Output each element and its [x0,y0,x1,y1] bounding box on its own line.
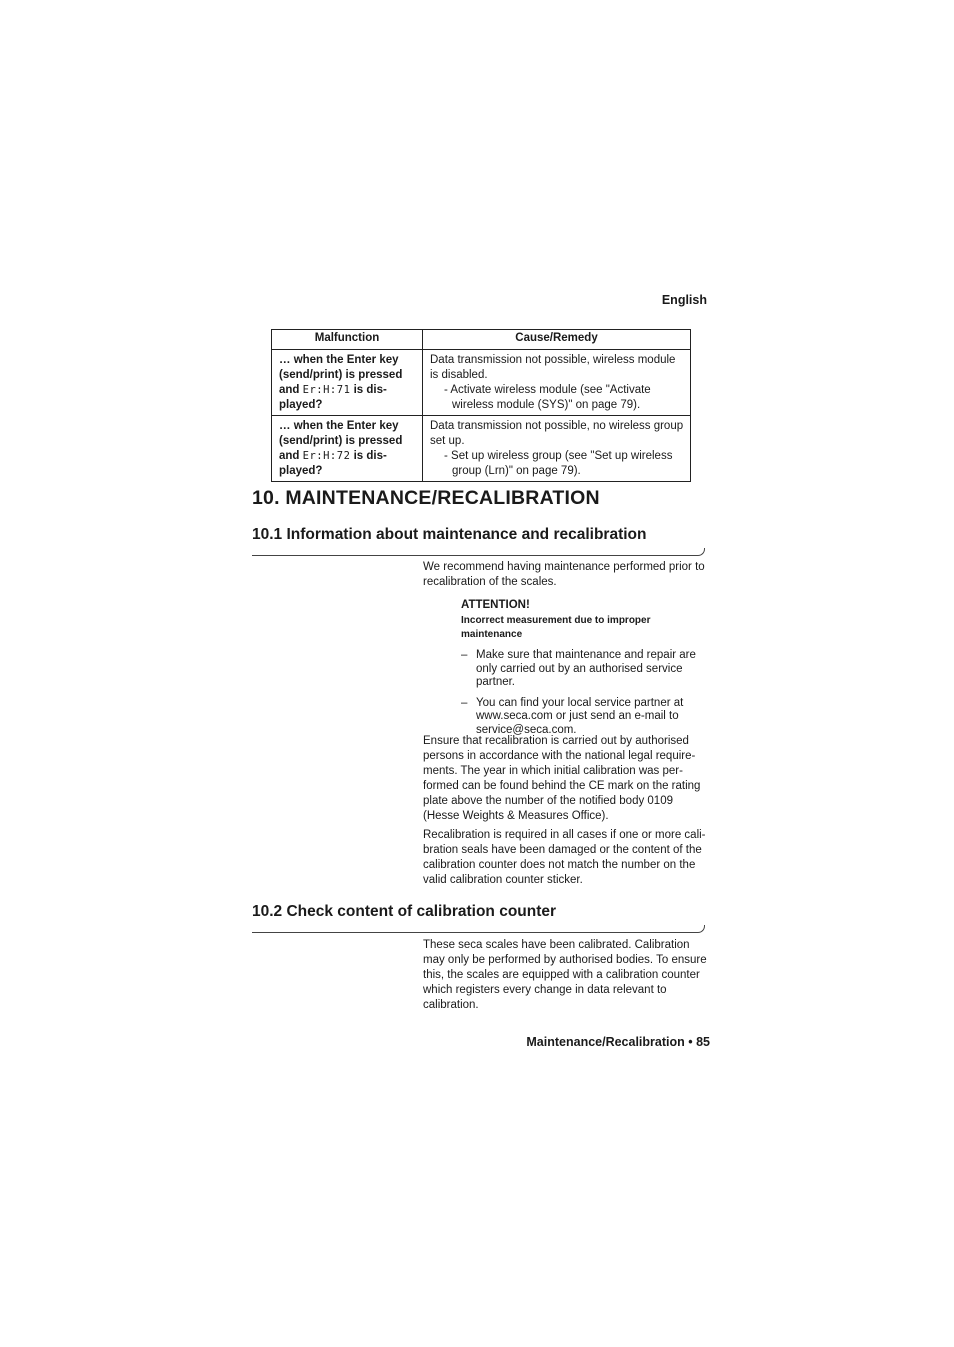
remedy-text: - Activate wireless module (see "Activate wireless module (SYS)" on page 79). [444,384,651,411]
error-code: Er:H:71 [302,384,351,396]
column-header-cause-remedy: Cause/Remedy [423,330,691,350]
cause-remedy-cell [423,350,691,416]
table-row [272,350,691,416]
malfunction-table [271,329,691,482]
cause-text: Data transmission not possible, wireless module is disabled. [430,354,676,381]
attention-box [461,598,711,737]
remedy-text: - Set up wireless group (see "Set up wireless group (Lrn)" on page 79). [444,450,673,477]
error-code: Er:H:72 [302,450,351,462]
section-heading: 10. MAINTENANCE/RECALIBRATION [252,487,600,509]
list-item: – You can find your local service partner at www.seca.com or just send an e-mail to service@seca.com. [461,696,684,736]
attention-title: ATTENTION! [461,599,530,611]
page-footer: Maintenance/Recalibration • 85 [526,1035,710,1049]
column-header-malfunction: Malfunction [272,330,423,350]
malfunction-cell: … when the Enter key (send/print) is pressed and Er:H:72 is dis-played? [272,416,423,482]
attention-list [461,649,711,737]
paragraph: Ensure that recalibration is carried out by authorised persons in accordance with the national legal require-ments. The year in which initial calibration was per-formed can be found behind the CE mark on the rating plate above the number of the notified body 0109 (Hesse Weights & Measures Office). [423,735,701,822]
paragraph: Recalibration is required in all cases if one or more cali-bration seals have been damaged or the content of the calibration counter does not match the number on the valid calibration counter sticker. [423,829,706,886]
subsection-heading-10-1: 10.1 Information about maintenance and recalibration [252,526,647,543]
cause-remedy-cell [423,416,691,482]
table-header-row [272,330,691,350]
table-row [272,416,691,482]
cause-text: Data transmission not possible, no wireless group set up. [430,420,684,447]
paragraph: These seca scales have been calibrated. Calibration may only be performed by authorised bodies. To ensure this, the scales are equipped with a calibration counter which registers every change in data relevant to calibration. [423,939,707,1011]
subsection-heading-10-2: 10.2 Check content of calibration counter [252,903,557,920]
malfunction-cell: … when the Enter key (send/print) is pressed and Er:H:71 is dis-played? [272,350,423,416]
attention-subtitle: Incorrect measurement due to improper maintenance [461,615,651,640]
heading-rule [252,925,705,933]
heading-rule [252,548,705,556]
language-label: English [661,293,707,307]
list-item: – Make sure that maintenance and repair are only carried out by an authorised service partner. [461,649,696,688]
paragraph: We recommend having maintenance performed prior to recalibration of the scales. [423,561,705,588]
